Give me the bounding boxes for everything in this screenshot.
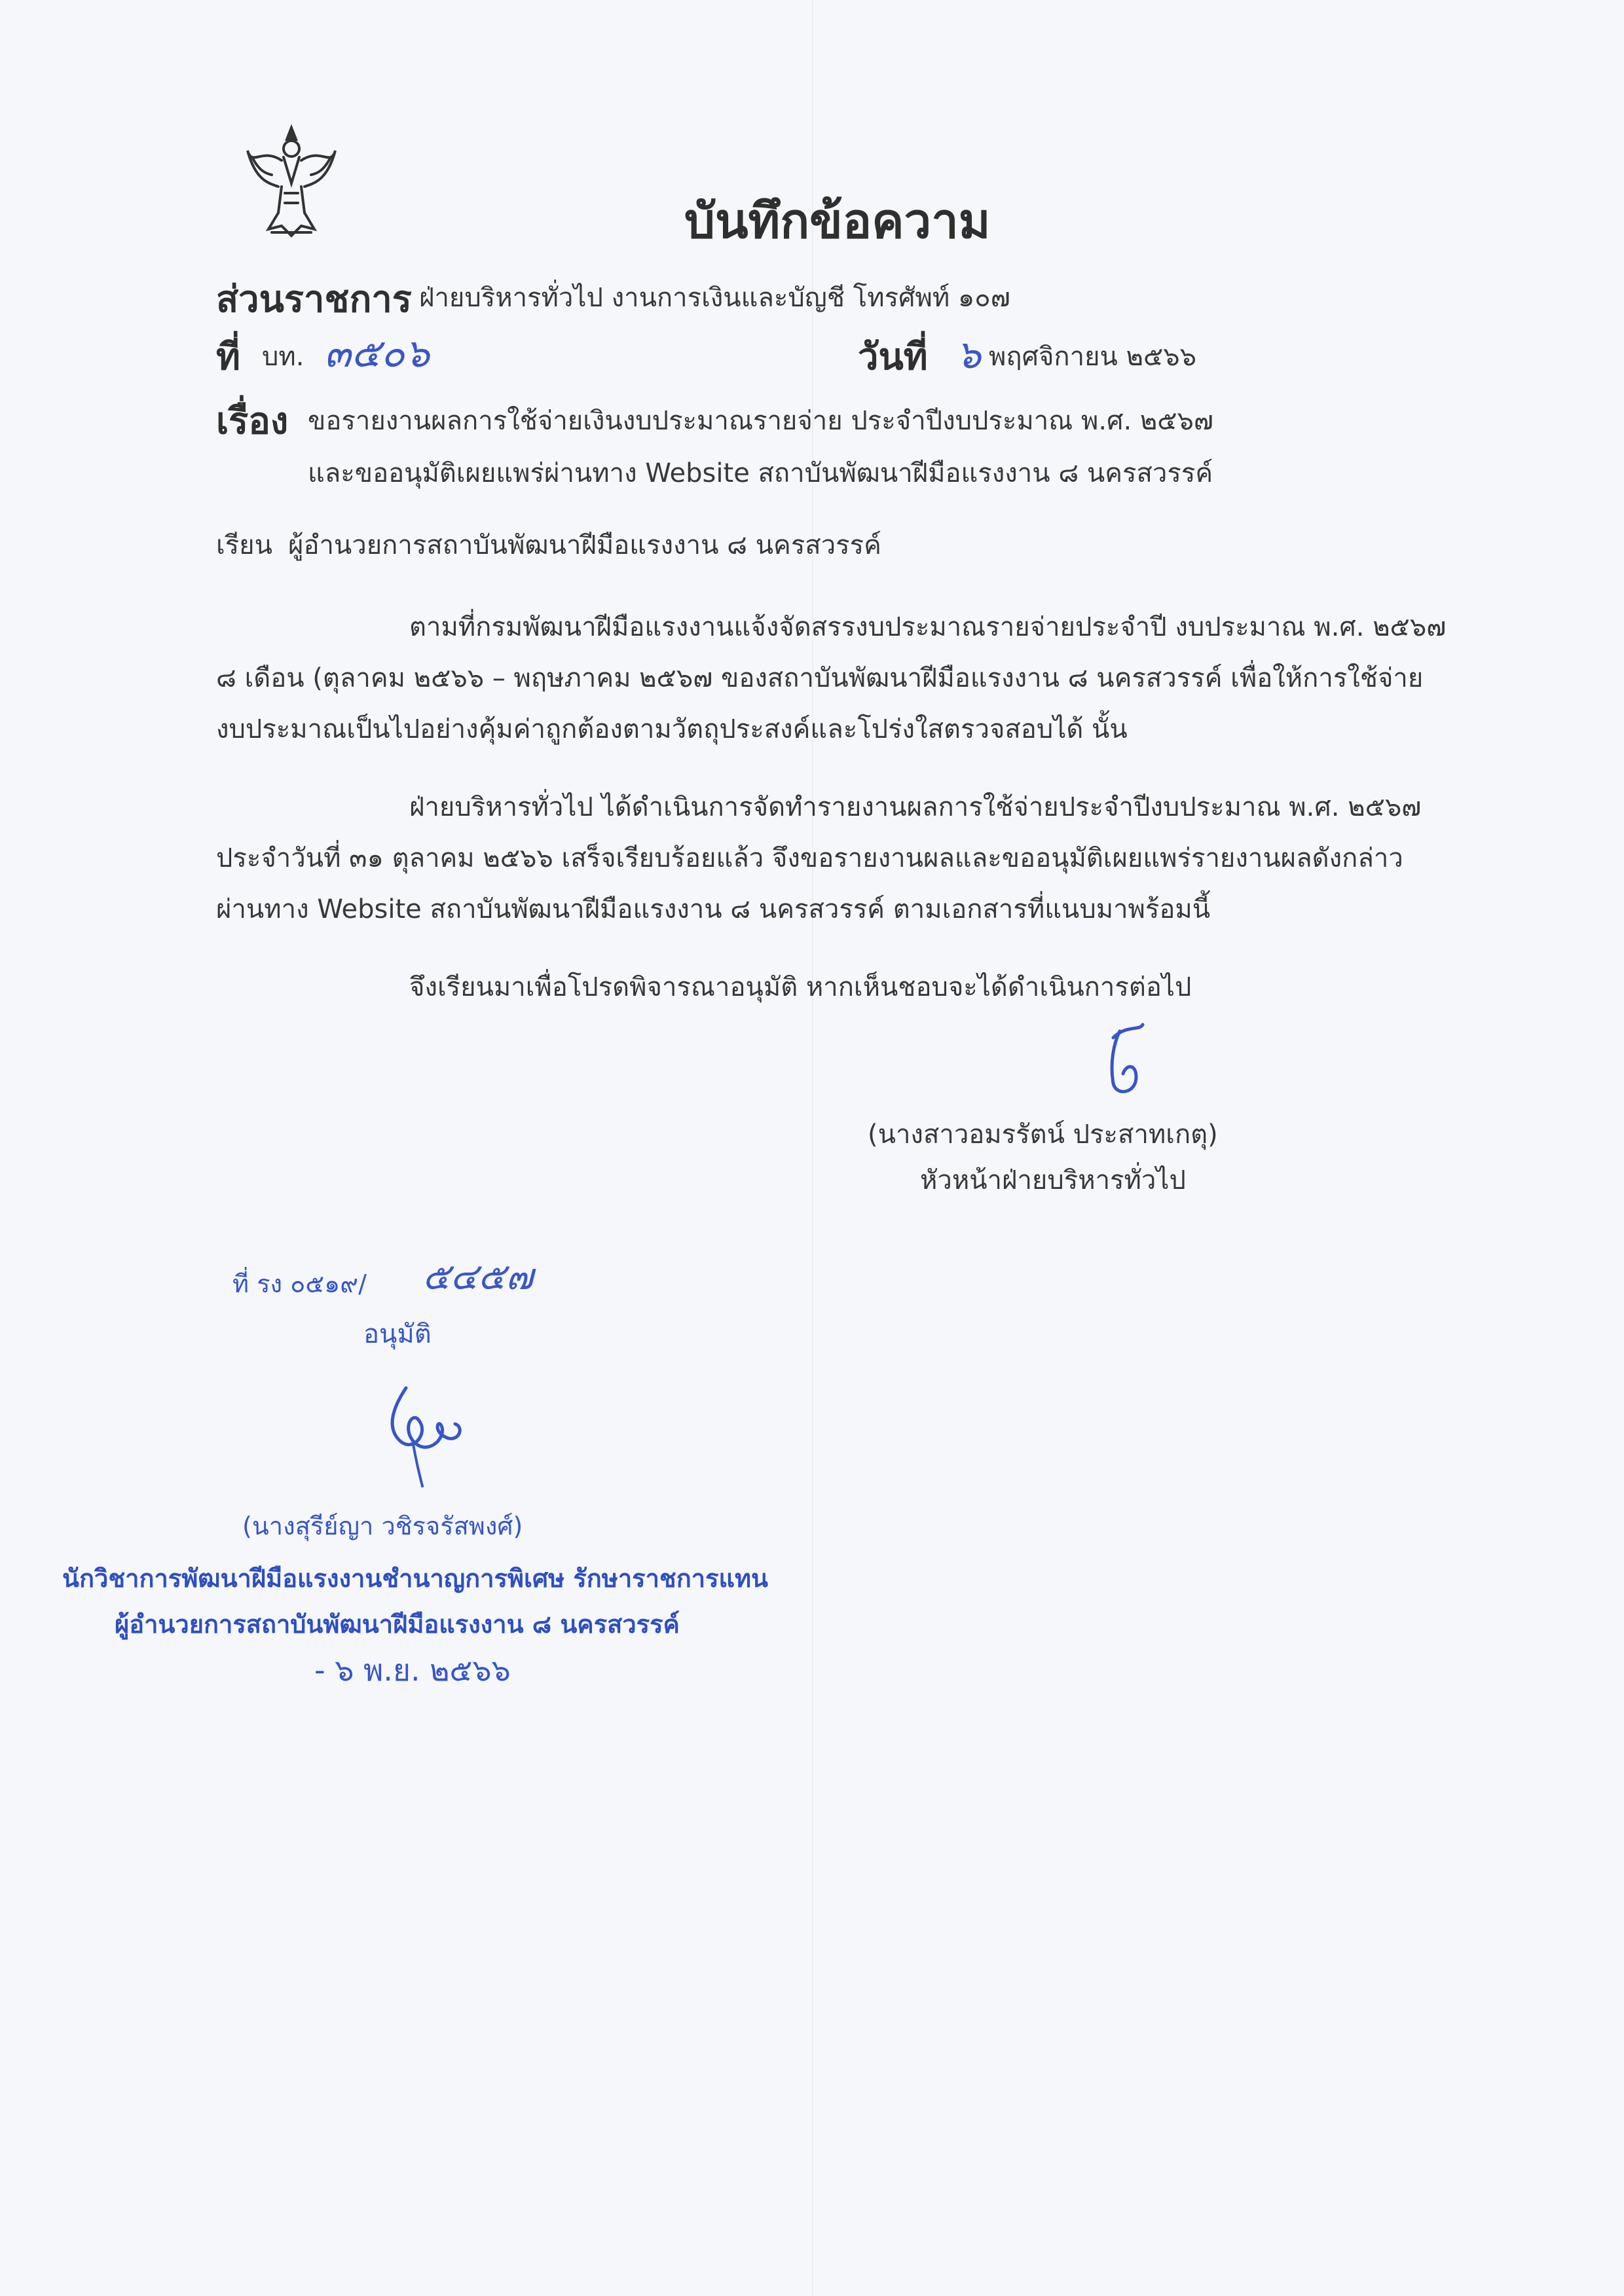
reference-prefix: บท.: [262, 342, 304, 372]
department-label: ส่วนราชการ: [216, 278, 412, 321]
paragraph-1-line-1: ตามที่กรมพัฒนาฝีมือแรงงานแจ้งจัดสรรงบประมาณรายจ่ายประจำปี งบประมาณ พ.ศ. ๒๕๖๗: [409, 612, 1447, 642]
date-month-year: พฤศจิกายน ๒๕๖๖: [989, 342, 1197, 372]
approver-title-line-1: นักวิชาการพัฒนาฝีมือแรงงานชำนาญการพิเศษ รักษาราชการแทน: [62, 1564, 768, 1593]
reference-label: ที่: [216, 336, 240, 378]
addressee-label: เรียน: [216, 530, 272, 560]
department-value: ฝ่ายบริหารทั่วไป งานการเงินและบัญชี โทรศัพท์ ๑๐๗: [419, 283, 1010, 313]
approver-signature: [367, 1381, 498, 1493]
addressee-value: ผู้อำนวยการสถาบันพัฒนาฝีมือแรงงาน ๘ นครสวรรค์: [288, 530, 881, 560]
paragraph-2-line-1: ฝ่ายบริหารทั่วไป ได้ดำเนินการจัดทำรายงานผลการใช้จ่ายประจำปีงบประมาณ พ.ศ. ๒๕๖๗: [409, 792, 1422, 822]
approver-name: (นางสุรีย์ญา วชิรจรัสพงศ์): [242, 1512, 523, 1540]
garuda-emblem-icon: [242, 121, 341, 242]
subject-line-2: และขออนุมัติเผยแพร่ผ่านทาง Website สถาบันพัฒนาฝีมือแรงงาน ๘ นครสวรรค์: [308, 458, 1213, 488]
memo-title: บันทึกข้อความ: [684, 193, 991, 249]
date-label: วันที่: [858, 336, 928, 378]
paragraph-1-line-2: ๘ เดือน (ตุลาคม ๒๕๖๖ – พฤษภาคม ๒๕๖๗ ของสถาบันพัฒนาฝีมือแรงงาน ๘ นครสวรรค์ เพื่อให้การใช้จ่าย: [216, 663, 1424, 693]
reference-number-handwritten: ๓๕๐๖: [324, 331, 430, 376]
approval-reference-stamp: ที่ รง ๐๕๑๙/: [232, 1269, 367, 1298]
paragraph-2-line-2: ประจำวันที่ ๓๑ ตุลาคม ๒๕๖๖ เสร็จเรียบร้อยแล้ว จึงขอรายงานผลและขออนุมัติเผยแพร่รายงานผลดังกล่าว: [216, 843, 1403, 873]
approver-title-line-2: ผู้อำนวยการสถาบันพัฒนาฝีมือแรงงาน ๘ นครสวรรค์: [115, 1610, 680, 1639]
signer-signature: [1074, 1018, 1159, 1103]
subject-label: เรื่อง: [216, 400, 289, 443]
page-fold-line: [812, 0, 813, 2296]
approved-text: อนุมัติ: [363, 1319, 432, 1349]
paragraph-1-line-3: งบประมาณเป็นไปอย่างคุ้มค่าถูกต้องตามวัตถุประสงค์และโปร่งใสตรวจสอบได้ นั้น: [216, 714, 1128, 744]
paragraph-2-line-3: ผ่านทาง Website สถาบันพัฒนาฝีมือแรงงาน ๘ นครสวรรค์ ตามเอกสารที่แนบมาพร้อมนี้: [216, 894, 1211, 924]
signer-title: หัวหน้าฝ่ายบริหารทั่วไป: [920, 1165, 1186, 1195]
closing-sentence: จึงเรียนมาเพื่อโปรดพิจารณาอนุมัติ หากเห็นชอบจะได้ดำเนินการต่อไป: [409, 972, 1192, 1002]
signer-name: (นางสาวอมรรัตน์ ประสาทเกตุ): [868, 1120, 1218, 1150]
date-day-handwritten: ๖: [956, 332, 982, 378]
approval-reference-handwritten: ๕๔๕๗: [422, 1256, 534, 1298]
approval-date-stamp: - ๖ พ.ย. ๒๕๖๖: [314, 1652, 511, 1688]
subject-line-1: ขอรายงานผลการใช้จ่ายเงินงบประมาณรายจ่าย ประจำปีงบประมาณ พ.ศ. ๒๕๖๗: [308, 406, 1214, 436]
